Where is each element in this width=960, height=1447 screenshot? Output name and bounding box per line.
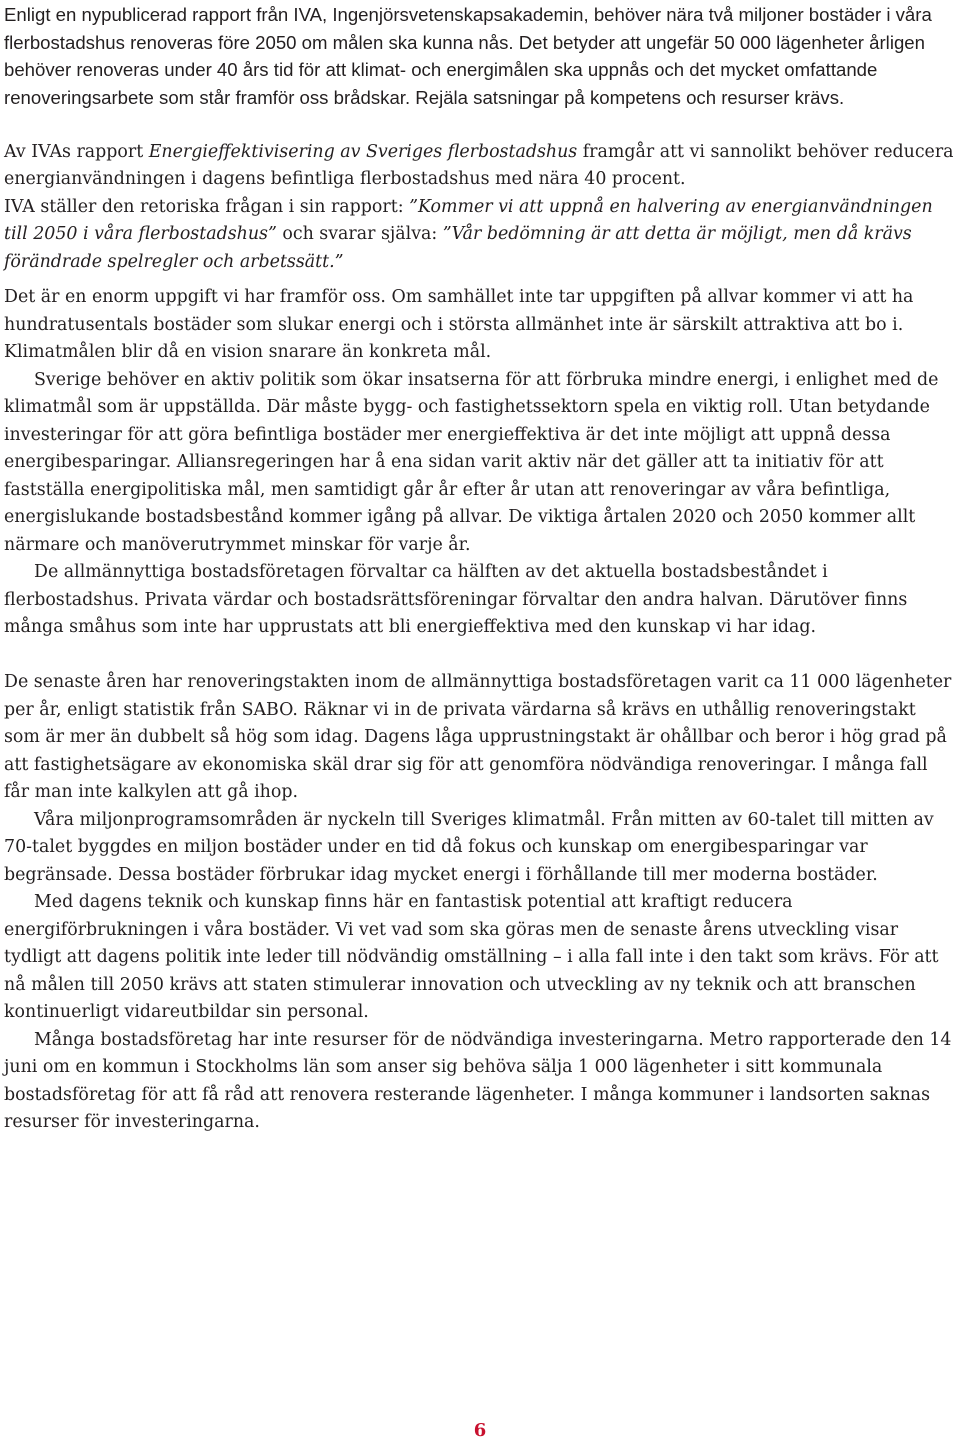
body-paragraph: Våra miljonprogramsområden är nyckeln till Sveriges klimatmål. Från mitten av 60-talet till mitten av 70-talet byggdes en miljon bostäder under en tid då fokus och kunskap om energibesparingar var begränsade. Dessa bostäder förbrukar idag mycket energi i förhållande till mer moderna bostäder. [4, 809, 934, 885]
body-paragraph: Många bostadsföretag har inte resurser för de nödvändiga investeringarna. Metro rapporterade den 14 juni om en kommun i Stockholms län som anser sig behöva sälja 1 000 lägenheter i sitt kommunala bostadsföretag för att få råd att renovera resterande lägenheter. I många kommuner i landsorten saknas resurser för investeringarna. [4, 1029, 952, 1132]
article-page [4, 0, 956, 1137]
rhetorical-question-paragraph [4, 194, 956, 277]
body-paragraph: Sverige behöver en aktiv politik som ökar insatserna för att förbruka mindre energi, i enlighet med de klimatmål som är uppställda. Där måste bygg- och fastighetssektorn spela en viktig roll. Utan betydande investeringar för att göra befintliga bostäder mer energieffektiva är det inte möjligt att uppnå dessa energibesparingar. Alliansregeringen har å ena sidan varit aktiv när det gäller att ta initiativ för att fastställa energipolitiska mål, men samtidigt går år efter år utan att renoveringar av våra befintliga, energislukande bostadsbestånd kommer igång på allvar. De viktiga årtalen 2020 och 2050 kommer allt närmare och manöverutrymmet minskar för varje år. [4, 369, 939, 555]
report-title: Energieffektivisering av Sveriges flerbostadshus [148, 141, 578, 162]
report-reference-prefix: Av IVAs rapport [4, 141, 149, 162]
question-middle: och svarar själva: [276, 224, 443, 244]
body-paragraph: De allmännyttiga bostadsföretagen förvaltar ca hälften av det aktuella bostadsbeståndet i flerbostadshus. Privata värdar och bostadsrättsföreningar förvaltar den andra halvan. Därutöver finns många småhus som inte har upprustats att bli energieffektiva med den kunskap vi har idag. [4, 562, 908, 637]
report-reference-paragraph [4, 139, 956, 194]
intro-paragraph: Enligt en nypublicerad rapport från IVA, Ingenjörsvetenskapsakademin, behöver nära två miljoner bostäder i våra flerbostadshus renoveras före 2050 om målen ska kunna nås. Det betyder att ungefär 50 000 lägenheter årligen behöver renoveras under 40 års tid för att klimat- och energimålen ska uppnås och det mycket omfattande renoveringsarbete som står framför oss brådskar. Rejäla satsningar på kompetens och resurser krävs. [4, 4, 932, 108]
body-paragraph: De senaste åren har renoveringstakten inom de allmännyttiga bostadsföretagen varit ca 11 000 lägenheter per år, enligt statistik från SABO. Räknar vi in de privata värdarna så krävs en uthållig renoveringstakt som är mer än dubbelt så hög som idag. Dagens låga upprustningstakt är ohållbar och beror i hög grad på att fastighetsägare av ekonomiska skäl drar sig för att genomföra nödvändiga renoveringar. I många fall får man inte kalkylen att gå ihop. [4, 672, 952, 802]
body-paragraph: Med dagens teknik och kunskap finns här en fantastisk potential att kraftigt reducera energiförbrukningen i våra bostäder. Vi vet vad som ska göras men de senaste årens utveckling visar tydligt att dagens politik inte leder till nödvändig omställning – i alla fall inte i den takt som krävs. För att nå målen till 2050 krävs att staten stimulerar innovation och utveckling av ny teknik och att branschen kontinuerligt vidareutbildar sin personal. [4, 892, 939, 1022]
section-spacer [4, 111, 956, 139]
body-paragraph: Det är en enorm uppgift vi har framför oss. Om samhället inte tar uppgiften på allvar kommer vi att ha hundratusentals bostäder som slukar energi och i största allmänhet inte är särskilt attraktiva att bo i. Klimatmålen blir då en vision snarare än konkreta mål. [4, 287, 914, 362]
page-number: 6 [473, 1420, 487, 1441]
answer-quote: ”Vår bedömning är att detta är möjligt, men då krävs förändrade spelregler och arbetssätt.” [4, 224, 912, 272]
section-spacer [4, 276, 956, 284]
section-spacer [4, 642, 956, 670]
question-prefix: IVA ställer den retoriska frågan i sin rapport: [4, 196, 410, 217]
question-quote: ”Kommer vi att uppnå en halvering av energianvändningen till 2050 i våra flerbostadshus” [4, 196, 933, 244]
report-reference-suffix: framgår att vi sannolikt behöver reducera energianvändningen i dagens befintliga flerbostadshus med nära 40 procent. [4, 141, 954, 189]
